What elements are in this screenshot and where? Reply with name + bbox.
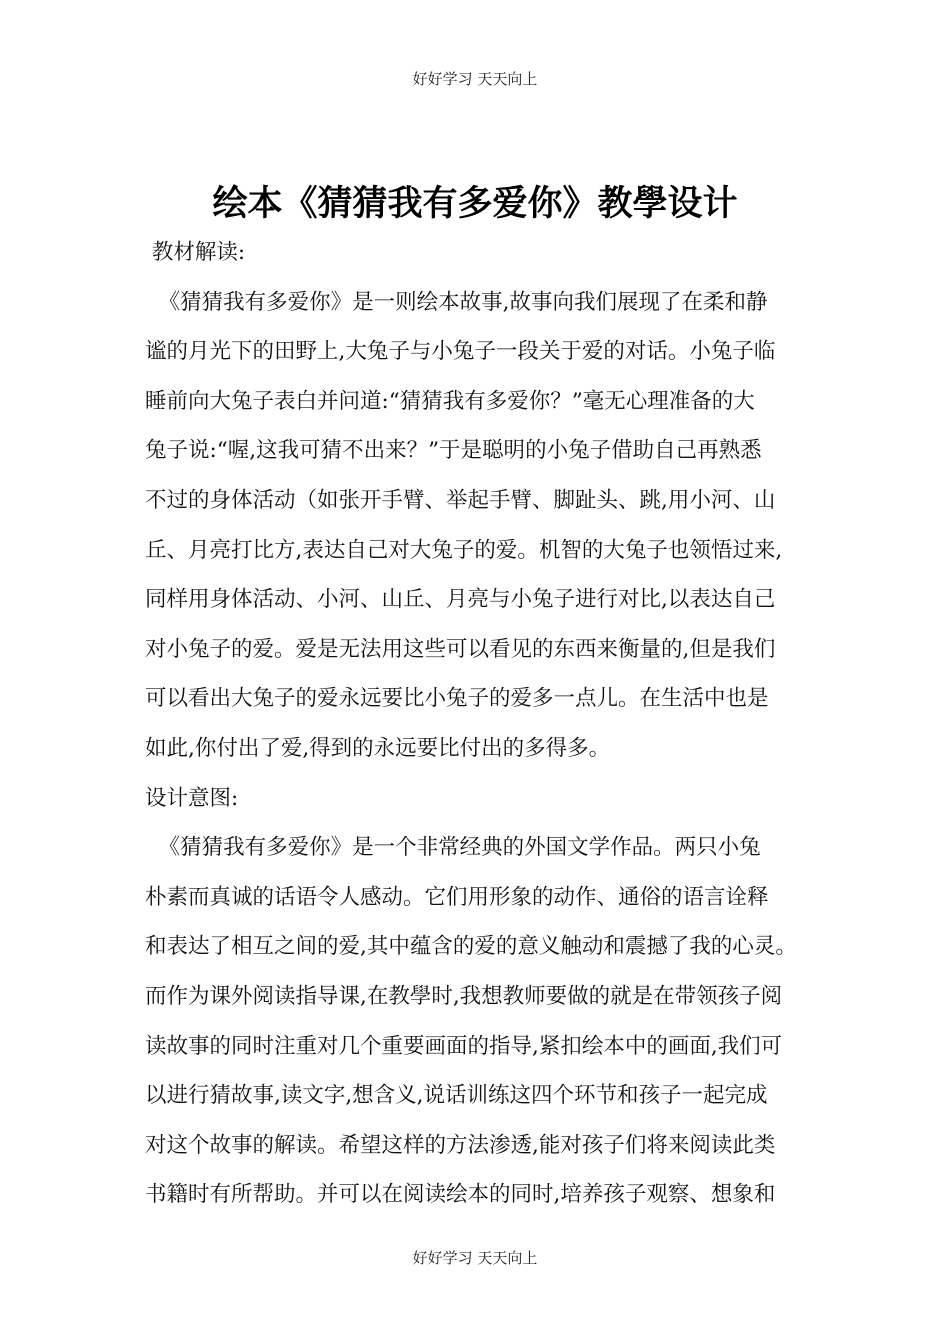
paragraph-line: 谧的月光下的田野上,大兔子与小兔子一段关于爱的对话。小兔子临 [145, 339, 776, 365]
paragraph-line: 书籍时有所帮助。并可以在阅读绘本的同时,培养孩子观察、想象和 [145, 1182, 776, 1208]
paragraph-line: 对小兔子的爱。爱是无法用这些可以看见的东西来衡量的,但是我们 [145, 636, 776, 662]
paragraph-line: 不过的身体活动（如张开手臂、举起手臂、脚趾头、跳,用小河、山 [145, 487, 776, 513]
paragraph-line: 丘、月亮打比方,表达自己对大兔子的爱。机智的大兔子也领悟过来, [145, 537, 783, 563]
section-heading-design: 设计意图: [145, 785, 239, 811]
paragraph-line: 睡前向大兔子表白并问道:“猜猜我有多爱你？”毫无心理准备的大 [145, 388, 755, 414]
paragraph-line: 而作为课外阅读指导课,在教學时,我想教师要做的就是在带领孩子阅 [145, 983, 783, 1009]
paragraph-line: 《猜猜我有多爱你》是一则绘本故事,故事向我们展现了在柔和静 [145, 289, 768, 315]
section-heading-textbook: 教材解读: [145, 240, 246, 265]
paragraph-line: 可以看出大兔子的爱永远要比小兔子的爱多一点儿。在生活中也是 [145, 686, 769, 712]
paragraph-line: 如此,你付出了爱,得到的永远要比付出的多得多。 [145, 735, 611, 761]
paragraph-line: 同样用身体活动、小河、山丘、月亮与小兔子进行对比,以表达自己 [145, 587, 776, 613]
paragraph-line: 兔子说:“喔,这我可猜不出来？”于是聪明的小兔子借助自己再熟悉 [145, 438, 762, 464]
document-body [145, 228, 815, 1220]
page-header: 好好学习 天天向上 [412, 70, 538, 88]
paragraph-line: 和表达了相互之间的爱,其中蕴含的爱的意义触动和震撼了我的心灵。 [145, 934, 797, 960]
paragraph-line: 读故事的同时注重对几个重要画面的指导,紧扣绘本中的画面,我们可 [145, 1033, 783, 1059]
paragraph-line: 对这个故事的解读。希望这样的方法渗透,能对孩子们将来阅读此类 [145, 1132, 776, 1158]
paragraph-line: 《猜猜我有多爱你》是一个非常经典的外国文学作品。两只小兔 [145, 835, 761, 861]
page-footer: 好好学习 天天向上 [412, 1249, 538, 1267]
document-title: 绘本《猜猜我有多爱你》教學设计 [212, 184, 738, 224]
paragraph-line: 以进行猜故事,读文字,想含义,说话训练这四个环节和孩子一起完成 [145, 1083, 768, 1109]
paragraph-line: 朴素而真诚的话语令人感动。它们用形象的动作、通俗的语言诠释 [145, 884, 769, 910]
